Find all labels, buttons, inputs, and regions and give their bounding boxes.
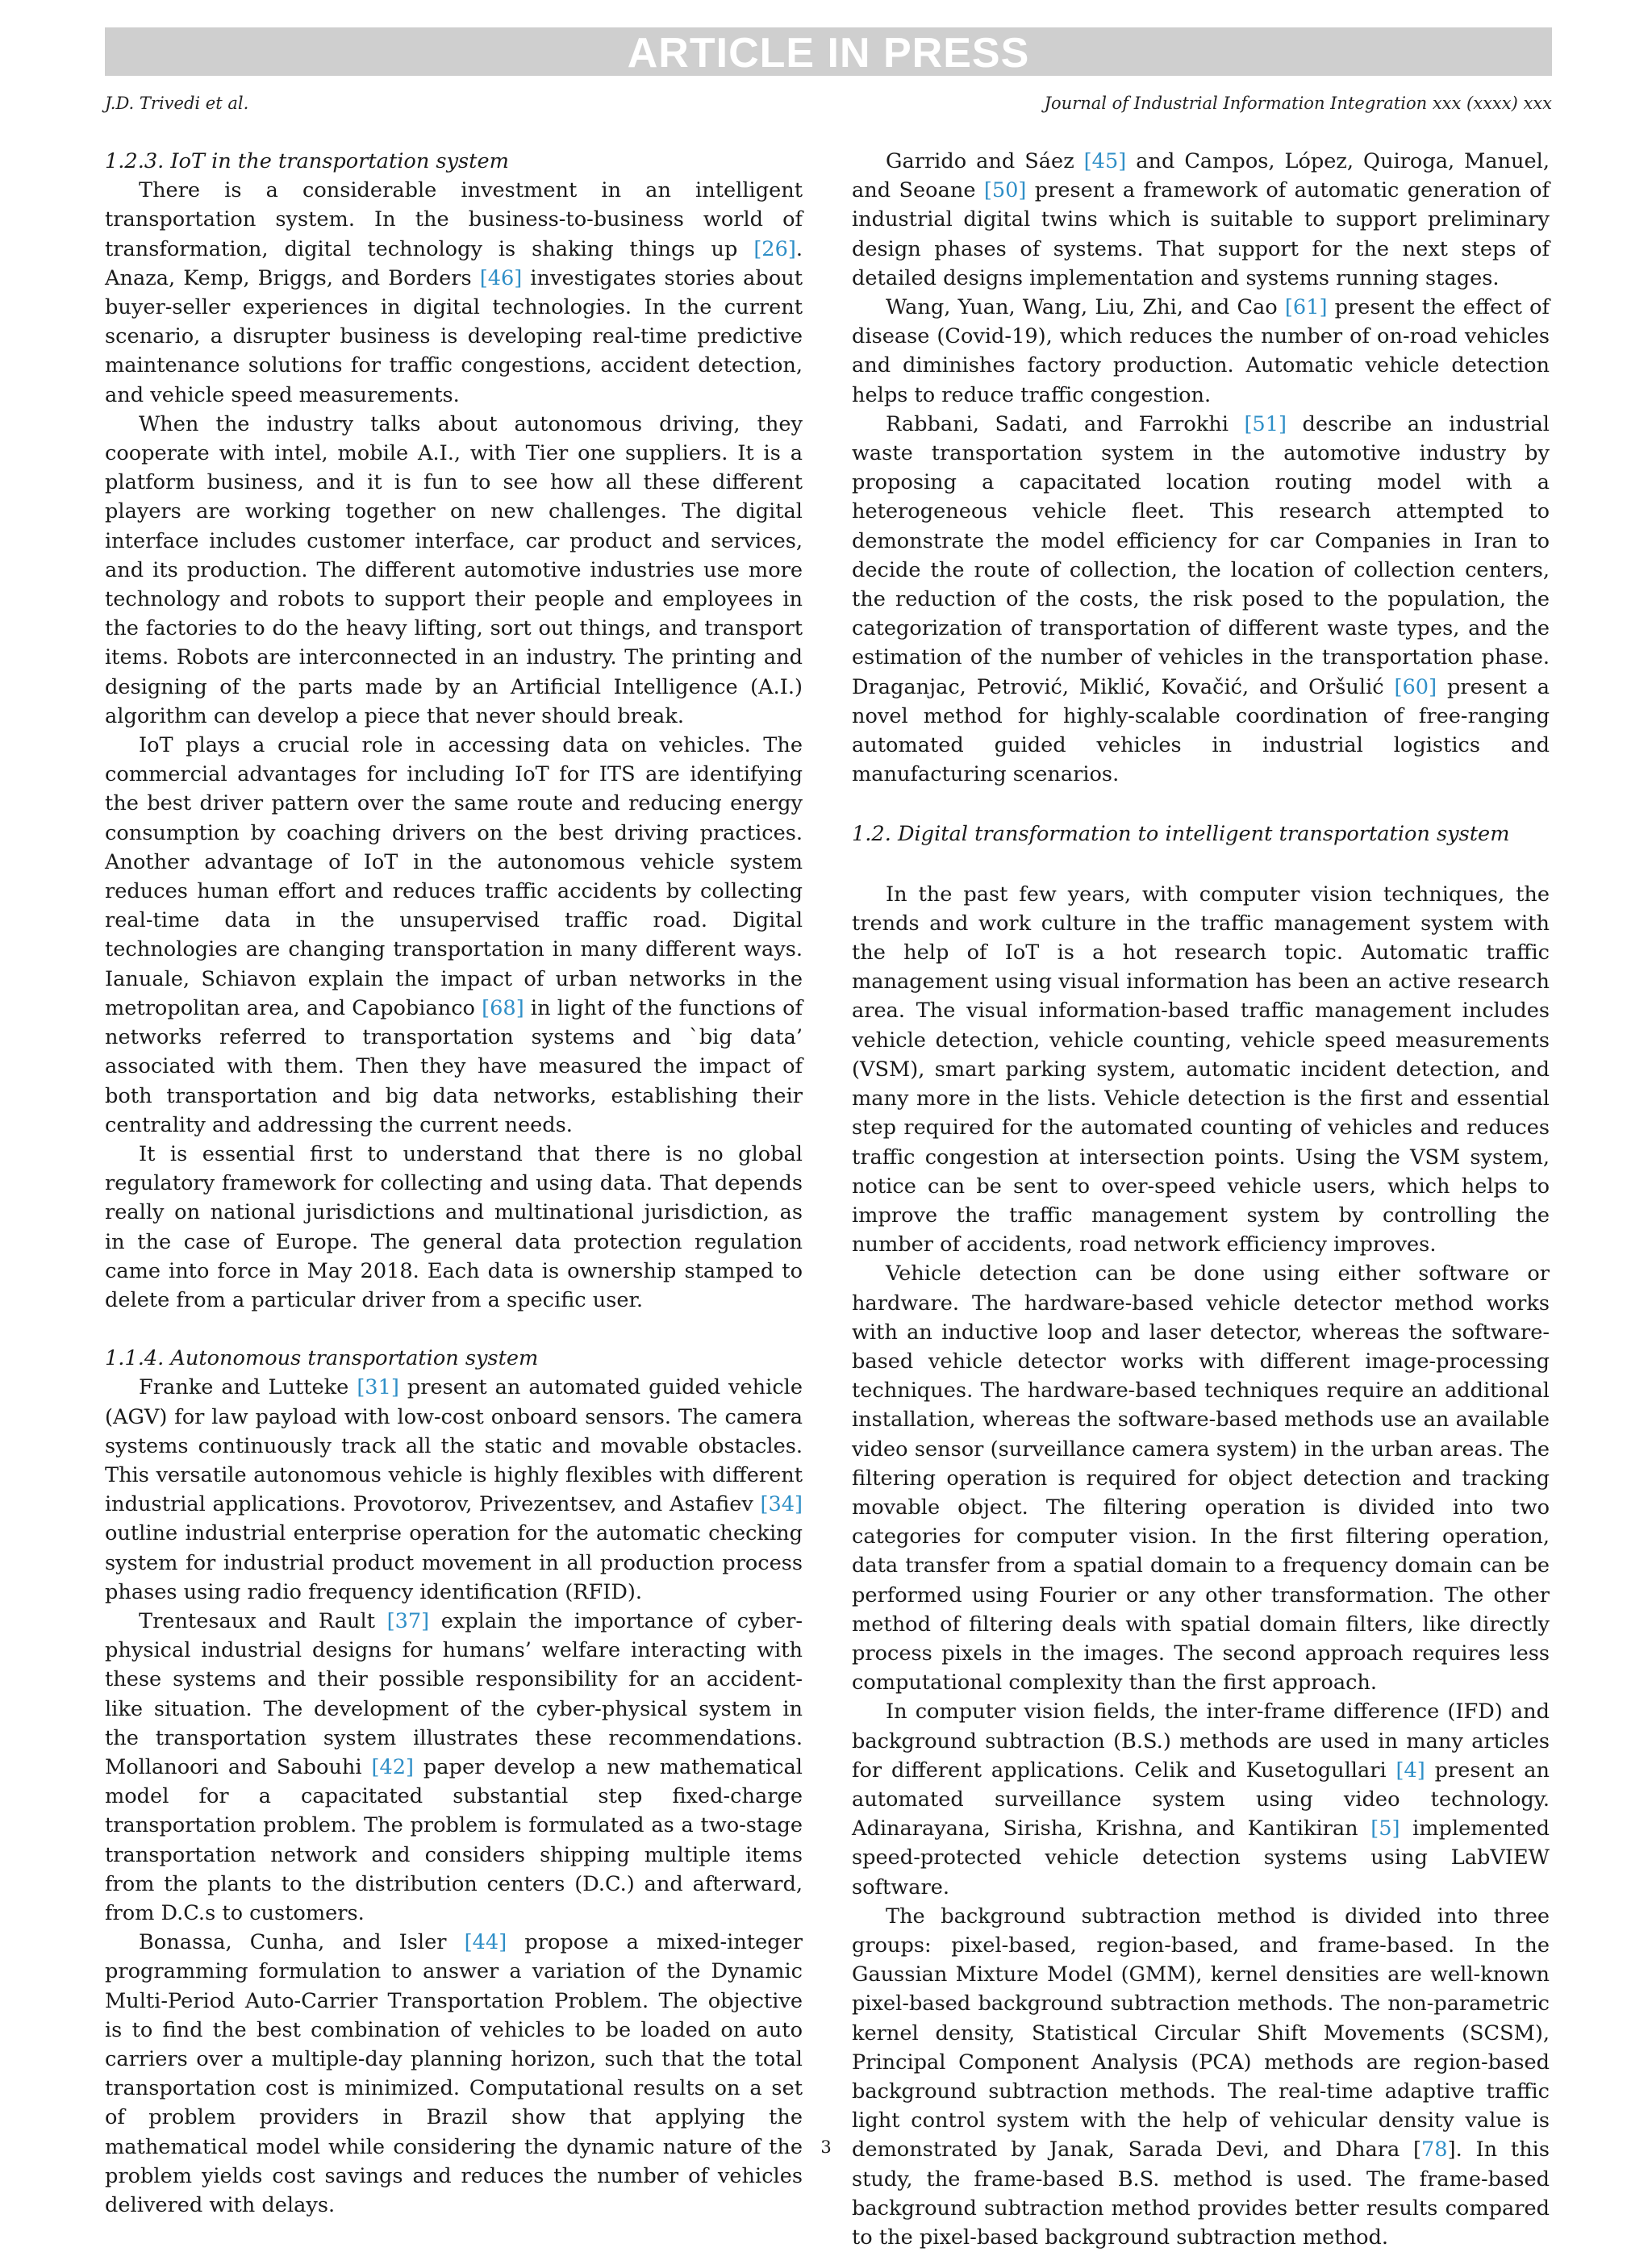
section-heading-autonomous: 1.1.4. Autonomous transportation system	[105, 1346, 539, 1371]
citation-link[interactable]: [44]	[464, 1930, 507, 1955]
citation-link[interactable]: [37]	[386, 1608, 430, 1633]
right-column	[852, 147, 1550, 2252]
citation-link[interactable]: [46]	[479, 265, 523, 290]
citation-link[interactable]: [45]	[1083, 149, 1127, 173]
citation-link[interactable]: [51]	[1244, 411, 1287, 436]
paragraph: Rabbani, Sadati, and Farrokhi [51] describe an industrial waste transportation system in the automotive industry by proposing a capacitated location routing model with a heterogeneous vehicle fleet. This research attempted to demonstrate the model efficiency for car Companies in Iran to decide the route of collection, the location of collection centers, the reduction of the costs, the risk posed to the population, the categorization of transportation of different waste types, and the estimation of the number of vehicles in the transportation phase. Draganjac, Petrović, Miklić, Kovačić, and Oršulić [60] present a novel method for highly-scalable coordination of free-ranging automated guided vehicles in industrial logistics and manufacturing scenarios.	[852, 411, 1550, 787]
citation-link[interactable]: [50]	[983, 178, 1027, 203]
citation-link[interactable]: [60]	[1394, 674, 1437, 699]
paragraph: Trentesaux and Rault [37] explain the importance of cyber-physical industrial designs for humans’ welfare interacting with these systems and their possible responsibility for an accident-like situation. The development of the cyber-physical system in the transportation system illustrates these recommendations. Mollanoori and Sabouhi [42] paper develop a new mathematical model for a capacitated substantial step fixed-charge transportation problem. The problem is formulated as a two-stage transportation network and considers shipping multiple items from the plants to the distribution centers (D.C.) and afterward, from D.C.s to customers.	[105, 1608, 803, 1925]
paragraph: Bonassa, Cunha, and Isler [44] propose a mixed-integer programming formulation to answer a variation of the Dynamic Multi-Period Auto-Carrier Transportation Problem. The objective is to find the best combination of vehicles to be loaded on auto carriers over a multiple-day planning horizon, such that the total transportation cost is minimized. Computational results on a set of problem providers in Brazil show that applying the mathematical model while considering the dynamic nature of the problem yields cost savings and reduces the number of vehicles delivered with delays.	[105, 1930, 803, 2218]
citation-link[interactable]: [31]	[357, 1375, 399, 1400]
paragraph: The background subtraction method is divided into three groups: pixel-based, region-based, and frame-based. In the Gaussian Mixture Model (GMM), kernel densities are well-known pixel-based background subtraction methods. The non-parametric kernel density, Statistical Circular Shift Movements (SCSM), Principal Component Analysis (PCA) methods are region-based background subtraction methods. The real-time adaptive traffic light control system with the help of vehicular density value is demonstrated by Janak, Sarada Devi, and Dhara [78]. In this study, the frame-based B.S. method is used. The frame-based background subtraction method provides better results compared to the pixel-based background subtraction method.	[852, 1904, 1550, 2250]
citation-link[interactable]: [5]	[1370, 1816, 1400, 1841]
paragraph: In computer vision fields, the inter-frame difference (IFD) and background subtraction (B.S.) methods are used in many articles for different applications. Celik and Kusetogullari [4] present an automated surveillance system using video technology. Adinarayana, Sirisha, Krishna, and Kantikiran [5] implemented speed-protected vehicle detection systems using LabVIEW software.	[852, 1699, 1550, 1900]
paragraph: IoT plays a crucial role in accessing data on vehicles. The commercial advantages for including IoT for ITS are identifying the best driver pattern over the same route and reducing energy consumption by coaching drivers on the best driving practices. Another advantage of IoT in the autonomous vehicle system reduces human effort and reduces traffic accidents by collecting real-time data in the unsupervised traffic road. Digital technologies are changing transportation in many different ways. Ianuale, Schiavon explain the impact of urban networks in the metropolitan area, and Capobianco [68] in light of the functions of networks referred to transportation systems and `big data’ associated with them. Then they have measured the impact of both transportation and big data networks, establishing their centrality and addressing the current needs.	[105, 733, 803, 1137]
paragraph: In the past few years, with computer vision techniques, the trends and work culture in the traffic management system with the help of IoT is a hot research topic. Automatic traffic management using visual information has been an active research area. The visual information-based traffic management includes vehicle detection, vehicle counting, vehicle speed measurements (VSM), smart parking system, automatic incident detection, and many more in the lists. Vehicle detection is the first and essential step required for the automated counting of vehicles and reduces traffic congestion at intersection points. Using the VSM system, notice can be sent to over-speed vehicle users, which helps to improve the traffic management system by controlling the number of accidents, road network efficiency improves.	[852, 882, 1550, 1257]
paragraph: Franke and Lutteke [31] present an automated guided vehicle (AGV) for law payload with low-cost onboard sensors. The camera systems continuously track all the static and movable obstacles. This versatile autonomous vehicle is highly flexibles with different industrial applications. Provotorov, Privezentsev, and Astafiev [34] outline industrial enterprise operation for the automatic checking system for industrial product movement in all production process phases using radio frequency identification (RFID).	[105, 1375, 803, 1604]
paragraph: Vehicle detection can be done using either software or hardware. The hardware-based vehicle detector method works with an inductive loop and laser detector, whereas the software-based vehicle detector works with different image-processing techniques. The hardware-based techniques require an additional installation, whereas the software-based methods use an available video sensor (surveillance camera system) in the urban areas. The filtering operation is required for object detection and tracking movable object. The filtering operation is divided into two categories for computer vision. In the first filtering operation, data transfer from a spatial domain to a frequency domain can be performed using Fourier or any other transformation. The other method of filtering deals with spatial domain filters, like directly process pixels in the images. The second approach requires less computational complexity than the first approach.	[852, 1262, 1550, 1695]
section-heading-iot: 1.2.3. IoT in the transportation system	[105, 149, 509, 173]
paragraph: It is essential first to understand that there is no global regulatory framework for collecting and using data. That depends really on national jurisdictions and multinational jurisdiction, as in the case of Europe. The general data protection regulation came into force in May 2018. Each data is ownership stamped to delete from a particular driver from a specific user.	[105, 1141, 803, 1312]
citation-link[interactable]: [34]	[760, 1492, 803, 1517]
running-header-authors: J.D. Trivedi et al.	[105, 94, 249, 113]
citation-link[interactable]: [61]	[1284, 295, 1328, 320]
paragraph: Garrido and Sáez [45] and Campos, López, Quiroga, Manuel, and Seoane [50] present a framework of automatic generation of industrial digital twins which is suitable to support preliminary design phases of systems. That support for the next steps of detailed designs implementation and systems running stages.	[852, 149, 1550, 290]
citation-link[interactable]: 78	[1421, 2137, 1448, 2162]
citation-link[interactable]: [68]	[482, 995, 524, 1020]
citation-link[interactable]: [42]	[371, 1754, 415, 1779]
running-header-journal: Journal of Industrial Information Integration xxx (xxxx) xxx	[1044, 94, 1552, 113]
left-column	[105, 147, 803, 2220]
citation-link[interactable]: [26]	[753, 236, 796, 261]
paragraph: There is a considerable investment in an intelligent transportation system. In the business-to-business world of transformation, digital technology is shaking things up [26]. Anaza, Kemp, Briggs, and Borders [46] investigates stories about buyer-seller experiences in digital technologies. In the current scenario, a disrupter business is developing real-time predictive maintenance solutions for traffic congestions, accident detection, and vehicle speed measurements.	[105, 178, 803, 407]
article-in-press-banner: ARTICLE IN PRESS	[105, 27, 1552, 76]
citation-link[interactable]: [4]	[1395, 1758, 1425, 1783]
page-number: 3	[820, 2137, 832, 2157]
section-heading-digital-transformation: 1.2. Digital transformation to intelligent transportation system	[852, 822, 1510, 847]
paragraph: Wang, Yuan, Wang, Liu, Zhi, and Cao [61] present the effect of disease (Covid-19), which reduces the number of on-road vehicles and diminishes factory production. Automatic vehicle detection helps to reduce traffic congestion.	[852, 295, 1550, 407]
paragraph: When the industry talks about autonomous driving, they cooperate with intel, mobile A.I., with Tier one suppliers. It is a platform business, and it is fun to see how all these different players are working together on new challenges. The digital interface includes customer interface, car product and services, and its production. The different automotive industries use more technology and robots to support their people and employees in the factories to do the heavy lifting, sort out things, and transport items. Robots are interconnected in an industry. The printing and designing of the parts made by an Artificial Intelligence (A.I.) algorithm can develop a piece that never should break.	[105, 411, 803, 728]
